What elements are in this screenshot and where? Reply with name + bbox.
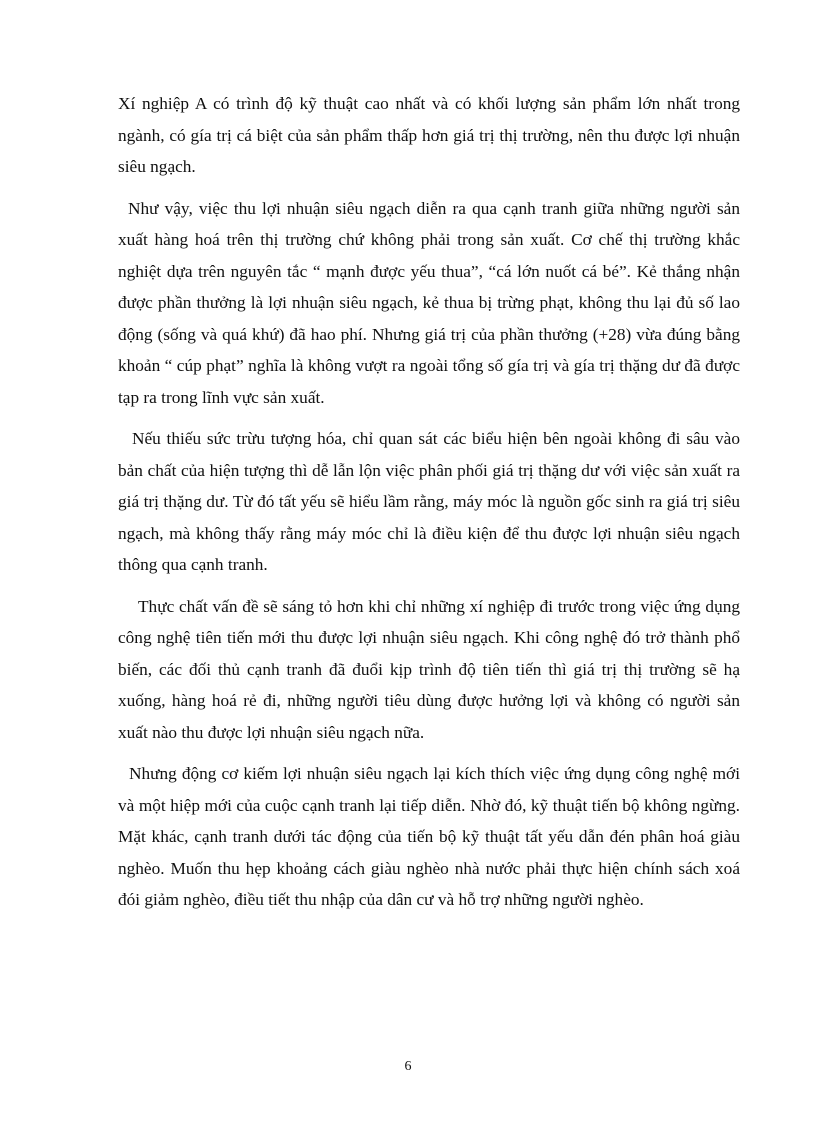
paragraph-2: Như vậy, việc thu lợi nhuận siêu ngạch diễn ra qua cạnh tranh giữa những người sản xuất hàng hoá trên thị trường chứ không phải trong sản xuất. Cơ chế thị trường khắc nghiệt dựa trên nguyên tắc “ mạnh được yếu thua”, “cá lớn nuốt cá bé”. Kẻ thắng nhận được phần thưởng là lợi nhuận siêu ngạch, kẻ thua bị trừng phạt, không thu lại đủ số lao động (sống và quá khứ) đã hao phí. Nhưng giá trị của phần thưởng (+28) vừa đúng bằng khoản “ cúp phạt” nghĩa là không vượt ra ngoài tổng số gía trị và gía trị thặng dư đã được tạp ra trong lĩnh vực sản xuất. <box>118 198 740 407</box>
paragraph-1: Xí nghiệp A có trình độ kỹ thuật cao nhất và có khối lượng sản phẩm lớn nhất trong ngành, có gía trị cá biệt của sản phẩm thấp hơn giá trị thị trường, nên thu được lợi nhuận siêu ngạch. <box>118 94 740 176</box>
page-number: 6 <box>404 1059 412 1074</box>
page-body <box>118 88 740 926</box>
paragraph-3: Nếu thiếu sức trừu tượng hóa, chỉ quan sát các biểu hiện bên ngoài không đi sâu vào bản chất của hiện tượng thì dễ lẫn lộn việc phân phối giá trị thặng dư với việc sản xuất ra giá trị thặng dư. Từ đó tất yếu sẽ hiểu lầm rằng, máy móc là nguồn gốc sinh ra giá trị siêu ngạch, mà không thấy rằng máy móc chỉ là điều kiện để thu được lợi nhuận siêu ngạch thông qua cạnh tranh. <box>118 429 740 574</box>
paragraph-5: Nhưng động cơ kiếm lợi nhuận siêu ngạch lại kích thích việc ứng dụng công nghệ mới và một hiệp mới của cuộc cạnh tranh lại tiếp diễn. Nhờ đó, kỹ thuật tiến bộ không ngừng. Mặt khác, cạnh tranh dưới tác động của tiến bộ kỹ thuật tất yếu dẫn đén phân hoá giàu nghèo. Muốn thu hẹp khoảng cách giàu nghèo nhà nước phải thực hiện chính sách xoá đói giảm nghèo, điều tiết thu nhập của dân cư và hỗ trợ những người nghèo. <box>118 764 740 909</box>
paragraph-4: Thực chất vấn đề sẽ sáng tỏ hơn khi chỉ những xí nghiệp đi trước trong việc ứng dụng công nghệ tiên tiến mới thu được lợi nhuận siêu ngạch. Khi công nghệ đó trở thành phổ biến, các đối thủ cạnh tranh đã đuổi kịp trình độ tiên tiến thì giá trị thị trường sẽ hạ xuống, hàng hoá rẻ đi, những người tiêu dùng được hưởng lợi và không có người sản xuất nào thu được lợi nhuận siêu ngạch nữa. <box>118 596 740 742</box>
